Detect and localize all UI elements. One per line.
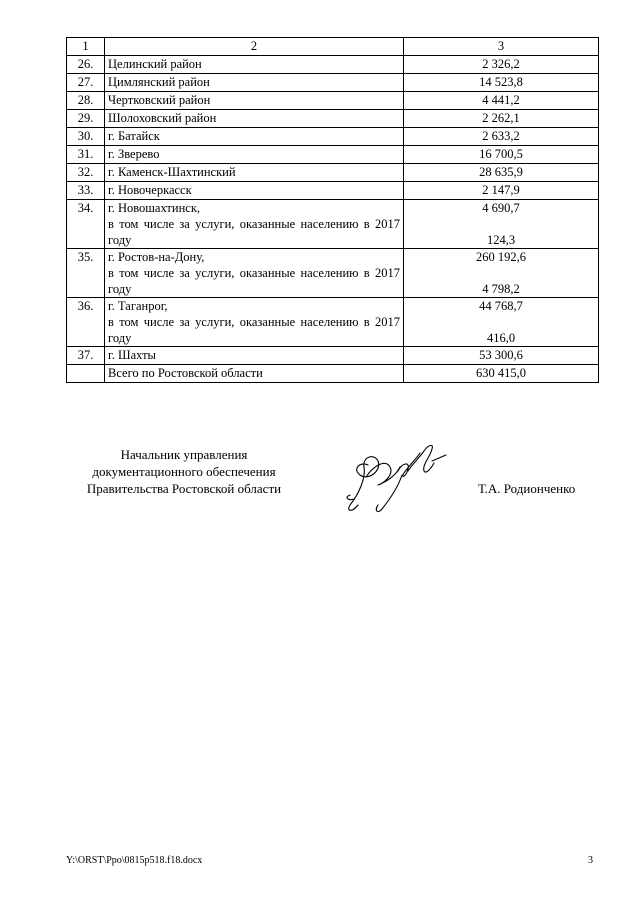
table-row [67,56,599,74]
table-row [67,164,599,182]
row-value-total: 2 326,2 [482,57,520,71]
row-name-main: г. Таганрог, [108,299,168,313]
table-row [67,146,599,164]
signatory-title-line-1: Начальник управления [120,447,248,462]
row-value-total: 16 700,5 [479,147,523,161]
row-name [105,200,404,249]
row-name-sub: в том числе за услуги, оказанные населению в 2017 году [108,266,400,296]
row-value [404,92,599,110]
row-name [105,347,404,365]
row-value-total: 2 262,1 [482,111,520,125]
row-name [105,110,404,128]
row-name-main: Чертковский район [108,93,211,107]
row-name [105,128,404,146]
row-name-main: Целинский район [108,57,202,71]
row-value-total: 2 633,2 [482,129,520,143]
row-name-main: г. Новочеркасск [108,183,192,197]
row-number: 32. [67,164,105,182]
row-name [105,74,404,92]
row-value [404,298,599,347]
row-value-total: 4 690,7 [482,201,520,215]
table-row [67,128,599,146]
data-table [66,37,599,383]
row-value [404,200,599,249]
table-row [67,200,599,249]
row-number: 30. [67,128,105,146]
row-name [105,92,404,110]
signatory-title-line-2: документационного обеспечения [92,464,276,479]
table-row [67,182,599,200]
row-name-main: г. Ростов-на-Дону, [108,250,205,264]
signatory-title-line-3: Правительства Ростовской области [86,481,282,496]
row-number: 28. [67,92,105,110]
row-number: 26. [67,56,105,74]
row-name-sub: в том числе за услуги, оказанные населению в 2017 году [108,217,400,247]
row-value-total: 44 768,7 [479,299,523,313]
row-name-main: г. Каменск-Шахтинский [108,165,236,179]
row-number [67,365,105,383]
row-name-main: г. Шахты [108,348,156,362]
table-row [67,110,599,128]
table-row [67,74,599,92]
row-name-sub: в том числе за услуги, оказанные населению в 2017 году [108,315,400,345]
row-value [404,249,599,298]
row-value-sub: 124,3 [486,233,516,247]
row-value-sub: 4 798,2 [482,282,520,296]
row-number: 35. [67,249,105,298]
row-name [105,249,404,298]
header-col-3: 3 [404,38,599,56]
row-name-main: г. Зверево [108,147,160,161]
row-name [105,182,404,200]
row-value-total: 630 415,0 [476,366,526,380]
row-name-main: г. Новошахтинск, [108,201,201,215]
row-value-sub: 416,0 [486,331,516,345]
row-value [404,164,599,182]
row-number: 29. [67,110,105,128]
row-number: 36. [67,298,105,347]
table-row [67,347,599,365]
footer-page-number: 3 [588,855,593,866]
table-row [67,365,599,383]
row-name [105,298,404,347]
row-value [404,56,599,74]
row-value-total: 28 635,9 [479,165,523,179]
table-row [67,298,599,347]
header-col-1: 1 [67,38,105,56]
row-value [404,365,599,383]
row-number: 37. [67,347,105,365]
row-number: 31. [67,146,105,164]
table-row [67,92,599,110]
header-col-2: 2 [105,38,404,56]
row-number: 27. [67,74,105,92]
table-header-row [67,38,599,56]
row-name [105,164,404,182]
row-name-main: Всего по Ростовской области [108,366,263,380]
row-value [404,110,599,128]
row-value [404,347,599,365]
row-value [404,128,599,146]
row-value-total: 2 147,9 [482,183,520,197]
row-name [105,56,404,74]
row-name-main: г. Батайск [108,129,160,143]
row-number: 33. [67,182,105,200]
row-name [105,146,404,164]
row-value [404,74,599,92]
row-value-total: 14 523,8 [479,75,523,89]
signatory-title [66,446,302,497]
table-row [67,249,599,298]
footer-file-path: Y:\ORST\Ppo\0815p518.f18.docx [66,855,203,866]
row-value [404,146,599,164]
row-name [105,365,404,383]
row-name-main: Шолоховский район [108,111,217,125]
row-value-total: 4 441,2 [482,93,520,107]
row-value-total: 53 300,6 [479,348,523,362]
handwritten-signature [338,435,456,517]
signatory-name: Т.А. Родионченко [478,481,576,496]
row-name-main: Цимлянский район [108,75,210,89]
row-value [404,182,599,200]
row-value-total: 260 192,6 [476,250,526,264]
row-number: 34. [67,200,105,249]
